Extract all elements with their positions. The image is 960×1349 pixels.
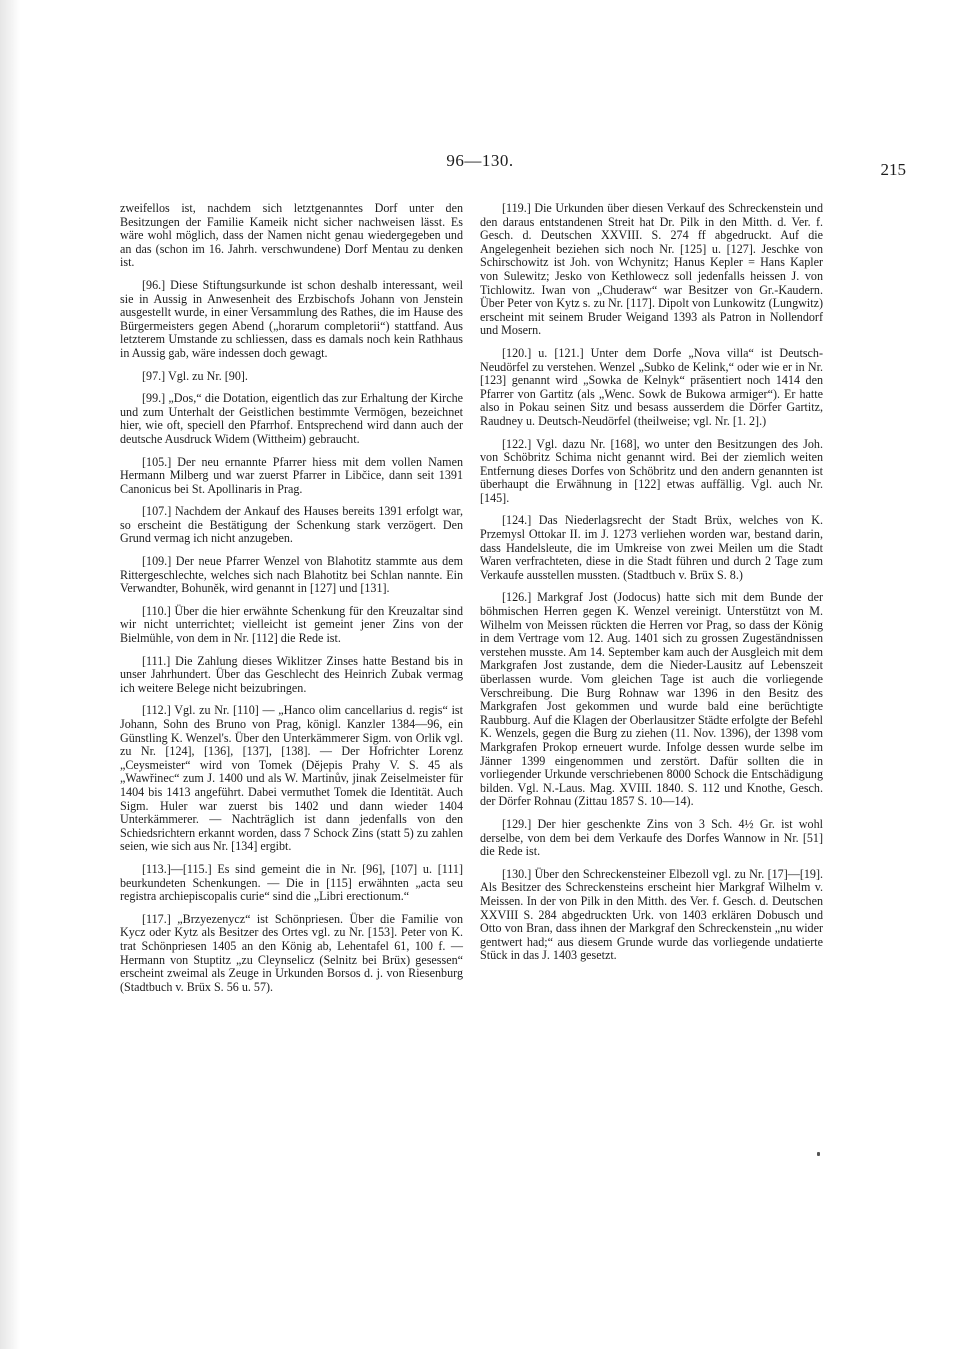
- paragraph: [122.] Vgl. dazu Nr. [168], wo unter den Besitzungen des Joh. von Schöbritz Schima nicht genannt wird. Bei der ziemlich weiten Entfernung dieses Dorfes von Schöbritz und den andern genannten ist überhaupt die Erwähnung in [122] etwas auffällig. Vgl. auch Nr. [145].: [480, 436, 823, 505]
- left-column: [120, 202, 463, 1003]
- paragraph: [113.]—[115.] Es sind gemeint die in Nr. [96], [107] u. [111] beurkundeten Schenkungen. — Die in [115] erwähnten „acta seu registra archiepiscopalis curie“ sind die „Libri erectionum.“: [120, 861, 463, 904]
- paragraph: [119.] Die Urkunden über diesen Verkauf des Schreckenstein und den daraus entstandenen Streit hat Dr. Pilk in den Mitth. d. Ver. f. Gesch. d. Deutschen XXVIII. S. 274 ff abgedruckt. Auf die Angelegenheit beziehen sich noch Nr. [125] u. [127]. Jeschke von Schirschowitz ist Joh. von Wchynitz; Hanus Kepler = Hans Kapler von Sulewitz; Jesko von Kethlowecz soll jedenfalls heissen J. von Tichlowitz. Iwan von „Chuderaw“ war Besitzer von Gr.-Kaudern. Über Peter von Kytz s. zu Nr. [117]. Dipolt von Lunkowitz (Lungwitz) erscheint mit seinem Bruder Weigand 1393 als Patron in Nollendorf und Mosern.: [480, 201, 823, 338]
- paragraph: [129.] Der hier geschenkte Zins von 3 Sch. 4½ Gr. ist wohl derselbe, von dem bei dem Verkaufe des Dorfes Wannow in Nr. [51] die Rede ist.: [480, 816, 823, 859]
- running-header: 96—130.: [446, 151, 514, 170]
- paragraph: [112.] Vgl. zu Nr. [110] — „Hanco olim cancellarius d. regis“ ist Johann, Sohn des Bruno von Prag, königl. Kanzler 1384—96, ein Günstling K. Wenzel's. Über den Unterkämmerer Sigm. von Orlik vgl. zu Nr. [124], [136], [137], [138]. — Der Hofrichter Lorenz „Ceysmeister“ wird von Tomek (Dějepis Prahy V. S. 45 als „Wawřinec“ zum J. 1400 und als W. Martinův, jinak Zeiselmeister für 1404 bis 1413 angeführt. Dabei vermuthet Tomek die Identität. Auch Sigm. Huler war zuerst bis 1402 und dann wieder 1404 Unterkämmerer. — Nachträglich ist dann jedenfalls von den Schiedsrichtern erkannt worden, dass 7 Schock Zins (statt 5) zu zahlen seien, wie sich aus Nr. [134] ergibt.: [120, 703, 463, 854]
- paragraph: [96.] Diese Stiftungsurkunde ist schon deshalb interessant, weil sie in Aussig in Anwesenheit des Erzbischofs Johann von Jenstein ausgestellt wurde, in einer Versammlung des Rathes, die im Hause des Bürgermeisters gegen Abend („horarum completorii“) stattfand. Aus letzterem Umstande zu schliessen, dass es damals noch kein Rathhaus in Aussig gab, wäre indessen doch gewagt.: [120, 277, 463, 360]
- paragraph: [126.] Markgraf Jost (Jodocus) hatte sich mit dem Bunde der böhmischen Herren gegen K. Wenzel vereinigt. Unterstützt von M. Wilhelm von Meissen rückten die Herren vor Prag, so dass der König in dem Vertrage vom 12. Aug. 1401 sich zu grossen Zugeständnissen verstehen musste. Am 14. September kam auch der Ausgleich mit dem Markgrafen Jost zustande, dem die Nieder-Lausitz auf Lebenszeit überlassen wurde. Vom gleichen Tage ist auch die vorliegende Verschreibung. Die Burg Rohnaw war 1396 in den Besitz des Markgrafen Jost gekommen und wurde bald eine berüchtigte Raubburg. Auf die Klagen der Oberlausitzer Städte erfolgte der Befehl K. Wenzels, gegen die Burg zu ziehen (11. Nov. 1396), der 1398 vom Markgrafen Prokop erneuert wurde. Infolge dessen wurde selbe im Jänner 1399 eingenommen und zerstört. Dafür sollten die in vorliegender Urkunde verschriebenen 8000 Schock die Entschädigung bilden. Vgl. N.-Laus. Mag. XVIII. 1840. S. 112 und Knothe, Gesch. der Dörfer Rohnau (Zittau 1857 S. 10—14).: [480, 590, 823, 809]
- paragraph: [120.] u. [121.] Unter dem Dorfe „Nova villa“ ist Deutsch-Neudörfel zu verstehen. Wenzel „Subko de Kelink,“ oder wie er in Nr. [123] genannt wird „Sowka de Kelnyk“ präsentiert noch 1414 den Pfarrer von Gartitz (als „Wenc. Sowk de Bukowa armiger“). Er hatte also in Pokau seinen Sitz und besass ausserdem die Dörfer Gartitz, Raudney u. Deutsch-Neudörfel (theilweise; vgl. Nr. [1. 2].): [480, 345, 823, 428]
- scan-edge-shadow: [0, 0, 20, 1349]
- paragraph: zweifellos ist, nachdem sich letztgenanntes Dorf unter den Besitzungen der Familie Kameik nicht sicher nachweisen lässt. Es wäre wohl möglich, dass der Namen nicht genau wiedergegeben und an das (schon im 16. Jahrh. verschwundene) Dorf Mentau zu denken ist.: [120, 201, 463, 270]
- page-number: 215: [880, 160, 906, 179]
- paragraph: [109.] Der neue Pfarrer Wenzel von Blahotitz stammte aus dem Rittergeschlechte, welches sich nach Blahotitz bei Schlan nannte. Ein Verwandter, Bohuněk, wird genannt in [127] und [131].: [120, 554, 463, 596]
- paragraph: [111.] Die Zahlung dieses Wiklitzer Zinses hatte Bestand bis in unser Jahrhundert. Über das Geschlecht des Heinrich Zubak vermag ich weitere Belege nicht beizubringen.: [120, 653, 463, 695]
- paragraph: [117.] „Brzyezenycz“ ist Schönpriesen. Über die Familie von Kycz oder Kytz als Besitzer des Ortes vgl. zu Nr. [153]. Peter von K. trat Schönpriesen 1405 an den König ab, Lehentafel 61, 100 f. — Hermann von Stuptitz „zu Cleynselicz (Selnitz bei Brüx) gesessen“ erscheint zweimal als Zeuge in Urkunden Borsos d. j. von Riesenburg (Stadtbuch v. Brüx S. 56 u. 57).: [120, 911, 463, 994]
- paragraph: [130.] Über den Schreckensteiner Elbezoll vgl. zu Nr. [17]—[19]. Als Besitzer des Schreckensteins erscheint hier Markgraf Wilhelm v. Meissen. In der von Pilk in den Mitth. des Ver. f. Gesch. d. Deutschen XXVIII S. 284 abgedruckten Urk. von 1403 erklären Dobusch und Otto von Bran, dass ihnen der Markgraf den Schreckenstein „nu wider gentwert had;“ aus diesem Grunde wurde das vorliegende undatierte Stück in das J. 1403 gesetzt.: [480, 866, 823, 963]
- paragraph: [105.] Der neu ernannte Pfarrer hiess mit dem vollen Namen Hermann Milberg und war zuerst Pfarrer in Libčice, dann seit 1391 Canonicus bei St. Apollinaris in Prag.: [120, 454, 463, 496]
- paragraph: [124.] Das Niederlagsrecht der Stadt Brüx, welches von K. Przemysl Ottokar II. im J. 1273 verliehen worden war, bestand darin, dass Handelsleute, die im Umkreise von zwei Meilen um die Stadt Waren verfrachteten, diese in die Stadt führen und durch 2 Tage zum Verkaufe ausstellen mussten. (Stadtbuch v. Brüx S. 8.): [480, 513, 823, 582]
- paragraph: [97.] Vgl. zu Nr. [90].: [142, 368, 248, 383]
- paragraph: [99.] „Dos,“ die Dotation, eigentlich das zur Erhaltung der Kirche und zum Unterhalt der Geistlichen bestimmte Vermögen, bezeichnet hier, wie oft, speciell den Pfarrhof. Entsprechend wird dann auch der deutsche Ausdruck Widem (Wittheim) gebraucht.: [120, 391, 463, 446]
- ink-speck: [817, 1152, 820, 1156]
- paragraph: [110.] Über die hier erwähnte Schenkung für den Kreuzaltar sind wir nicht unterrichtet; vielleicht ist gemeint jener Zins von der Bielmühle, von dem in Nr. [112] die Rede ist.: [120, 603, 463, 646]
- right-column: [480, 202, 823, 972]
- paragraph: [107.] Nachdem der Ankauf des Hauses bereits 1391 erfolgt war, so erscheint die Bestätigung der Schenkung stark verzögert. Den Grund vermag ich nicht anzugeben.: [120, 504, 463, 546]
